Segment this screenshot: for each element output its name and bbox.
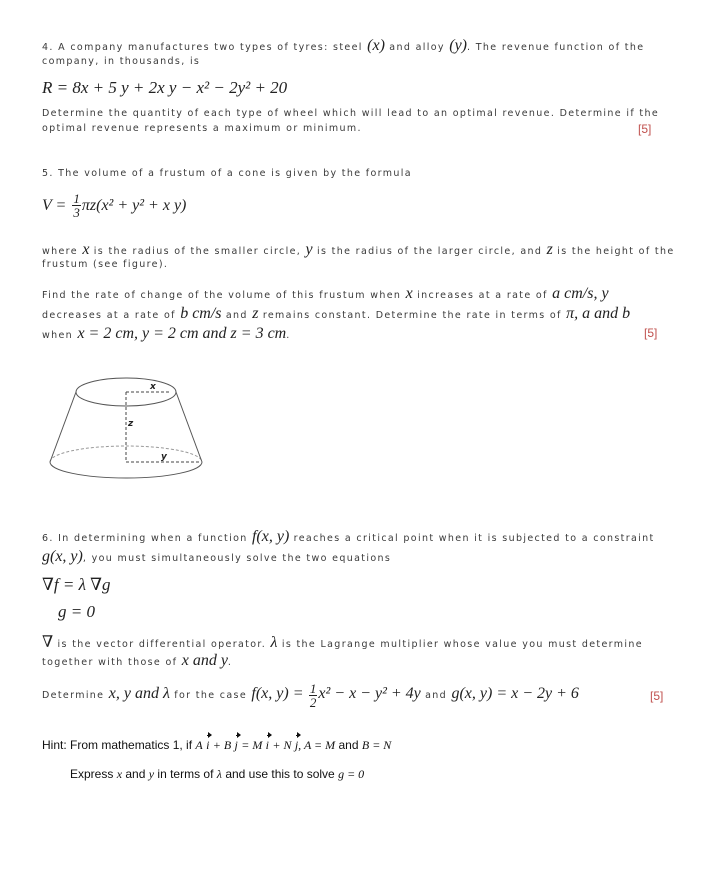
hint-var: = M bbox=[241, 738, 263, 752]
fraction-denominator: 3 bbox=[73, 205, 80, 220]
q6-text: and bbox=[425, 690, 448, 701]
q6-text: for the case bbox=[174, 690, 248, 701]
label-z: z bbox=[128, 419, 134, 429]
q5-text: decreases at a rate of bbox=[42, 310, 176, 321]
q5-text: when bbox=[42, 330, 74, 341]
q4-line-1 bbox=[42, 37, 644, 55]
q5-terms: π, a and b bbox=[566, 305, 631, 322]
nabla-symbol: ∇ bbox=[42, 634, 54, 651]
q6-unknowns: x, y and λ bbox=[108, 685, 170, 702]
hint-var: A bbox=[195, 738, 203, 752]
hint-text: and bbox=[125, 767, 146, 781]
hint-text: Hint: From mathematics 1, if bbox=[42, 738, 193, 752]
q5-where-line-1 bbox=[42, 241, 675, 259]
hint-text: Express bbox=[70, 767, 114, 781]
q5-text: increases at a rate of bbox=[417, 290, 548, 301]
hint-var: , A = M bbox=[298, 738, 336, 752]
q4-line-4: optimal revenue represents a maximum or minimum. bbox=[42, 123, 362, 134]
q4-var-y: (y) bbox=[449, 37, 468, 54]
frustum-figure bbox=[40, 372, 210, 492]
q5-var-x: x bbox=[405, 285, 413, 302]
q6-equation-2: g = 0 bbox=[58, 602, 95, 621]
q4-line-2: company, in thousands, is bbox=[42, 56, 201, 67]
q5-var-x: x bbox=[82, 241, 90, 258]
q5-rate-b: b cm/s bbox=[180, 305, 222, 322]
q5-text: is the height of the bbox=[557, 246, 675, 257]
lambda-symbol: λ bbox=[270, 634, 278, 651]
q4-text: and alloy bbox=[389, 42, 445, 53]
q6-f-rhs: x² − x − y² + 4y bbox=[318, 685, 421, 702]
hint-text: in terms of bbox=[157, 767, 214, 781]
q6-text: , you must simultaneously solve the two equations bbox=[82, 553, 392, 564]
fraction-numerator: 1 bbox=[309, 681, 317, 696]
q4-text: 4. A company manufactures two types of tyres: steel bbox=[42, 42, 363, 53]
q6-function-f: f(x, y) bbox=[251, 528, 290, 545]
hint-var: x bbox=[116, 767, 123, 781]
q5-values: x = 2 cm, y = 2 cm and z = 3 cm bbox=[77, 325, 287, 342]
label-x: x bbox=[150, 382, 156, 392]
fraction-denominator: 2 bbox=[309, 695, 317, 710]
q5-where-line-2: frustum (see figure). bbox=[42, 259, 169, 270]
hint-var: + B bbox=[212, 738, 232, 752]
q6-text: together with those of bbox=[42, 657, 178, 668]
q6-text: Determine bbox=[42, 690, 105, 701]
q5-volume-equation bbox=[42, 192, 186, 219]
unit-vector-j: j bbox=[294, 738, 299, 752]
q6-nabla-line-2 bbox=[42, 652, 232, 670]
q6-g-function: g(x, y) = x − 2y + 6 bbox=[451, 685, 579, 702]
hint-var: + N bbox=[272, 738, 292, 752]
q6-text: is the vector differential operator. bbox=[57, 639, 267, 650]
q5-rate-a: a cm/s, y bbox=[552, 285, 609, 302]
q5-eq-lhs: V = bbox=[42, 197, 67, 214]
q5-marks: [5] bbox=[644, 326, 658, 340]
label-y: y bbox=[161, 452, 167, 462]
q6-text: reaches a critical point when it is subjected to a constraint bbox=[293, 533, 655, 544]
q5-eq-rhs: πz(x² + y² + x y) bbox=[81, 197, 187, 214]
hint-text: and bbox=[338, 738, 359, 752]
q5-eq-fraction bbox=[72, 192, 81, 219]
hint-text: and use this to solve bbox=[225, 767, 335, 781]
q5-find-line-2 bbox=[42, 305, 630, 323]
q6-text: is the Lagrange multiplier whose value you must determine bbox=[281, 639, 643, 650]
q6-determine-line bbox=[42, 682, 579, 709]
q6-vars: x and y bbox=[181, 652, 228, 669]
q5-text: remains constant. Determine the rate in terms of bbox=[262, 310, 562, 321]
hint-var: B = N bbox=[361, 738, 392, 752]
q5-text: is the radius of the smaller circle, bbox=[93, 246, 302, 257]
q4-var-x: (x) bbox=[367, 37, 385, 54]
q6-text: 6. In determining when a function bbox=[42, 533, 248, 544]
hint-var: λ bbox=[216, 767, 222, 781]
q6-text: . bbox=[227, 657, 233, 668]
q6-f-lhs: f(x, y) = bbox=[251, 685, 304, 702]
hint-line-2 bbox=[70, 767, 364, 782]
unit-vector-i: i bbox=[206, 738, 210, 752]
fraction-numerator: 1 bbox=[73, 191, 80, 206]
q6-fraction bbox=[309, 682, 318, 709]
q5-text: is the radius of the larger circle, and bbox=[317, 246, 543, 257]
hint-var: y bbox=[148, 767, 155, 781]
q5-find-line-3 bbox=[42, 325, 291, 343]
q6-function-g: g(x, y) bbox=[42, 548, 83, 565]
q5-text: where bbox=[42, 246, 78, 257]
q5-find-line-1 bbox=[42, 285, 609, 303]
hint-line-1 bbox=[42, 738, 391, 753]
q5-text: . bbox=[286, 330, 291, 341]
q5-text: Find the rate of change of the volume of this frustum when bbox=[42, 290, 402, 301]
q4-revenue-equation: R = 8x + 5 y + 2x y − x² − 2y² + 20 bbox=[42, 78, 288, 97]
q4-marks: [5] bbox=[638, 122, 652, 136]
q5-var-z: z bbox=[546, 241, 553, 258]
q6-marks: [5] bbox=[650, 689, 664, 703]
unit-vector-i: i bbox=[265, 738, 270, 752]
hint-var: g = 0 bbox=[338, 767, 365, 781]
frustum-right-side bbox=[176, 392, 202, 462]
q6-equation-1: ∇f = λ ∇g bbox=[42, 575, 111, 594]
q6-line-2 bbox=[42, 548, 391, 566]
q4-text: . The revenue function of the bbox=[467, 42, 645, 53]
frustum-left-side bbox=[50, 392, 76, 462]
q5-line-1: 5. The volume of a frustum of a cone is given by the formula bbox=[42, 168, 412, 179]
frustum-bottom-front bbox=[50, 462, 202, 478]
q6-line-1 bbox=[42, 528, 655, 546]
q4-line-3: Determine the quantity of each type of wheel which will lead to an optimal revenue. Determine if the bbox=[42, 108, 660, 119]
q5-text: and bbox=[225, 310, 248, 321]
q5-var-y: y bbox=[305, 241, 313, 258]
q6-nabla-line-1 bbox=[42, 632, 643, 652]
q5-var-z: z bbox=[252, 305, 259, 322]
unit-vector-j: j bbox=[234, 738, 238, 752]
